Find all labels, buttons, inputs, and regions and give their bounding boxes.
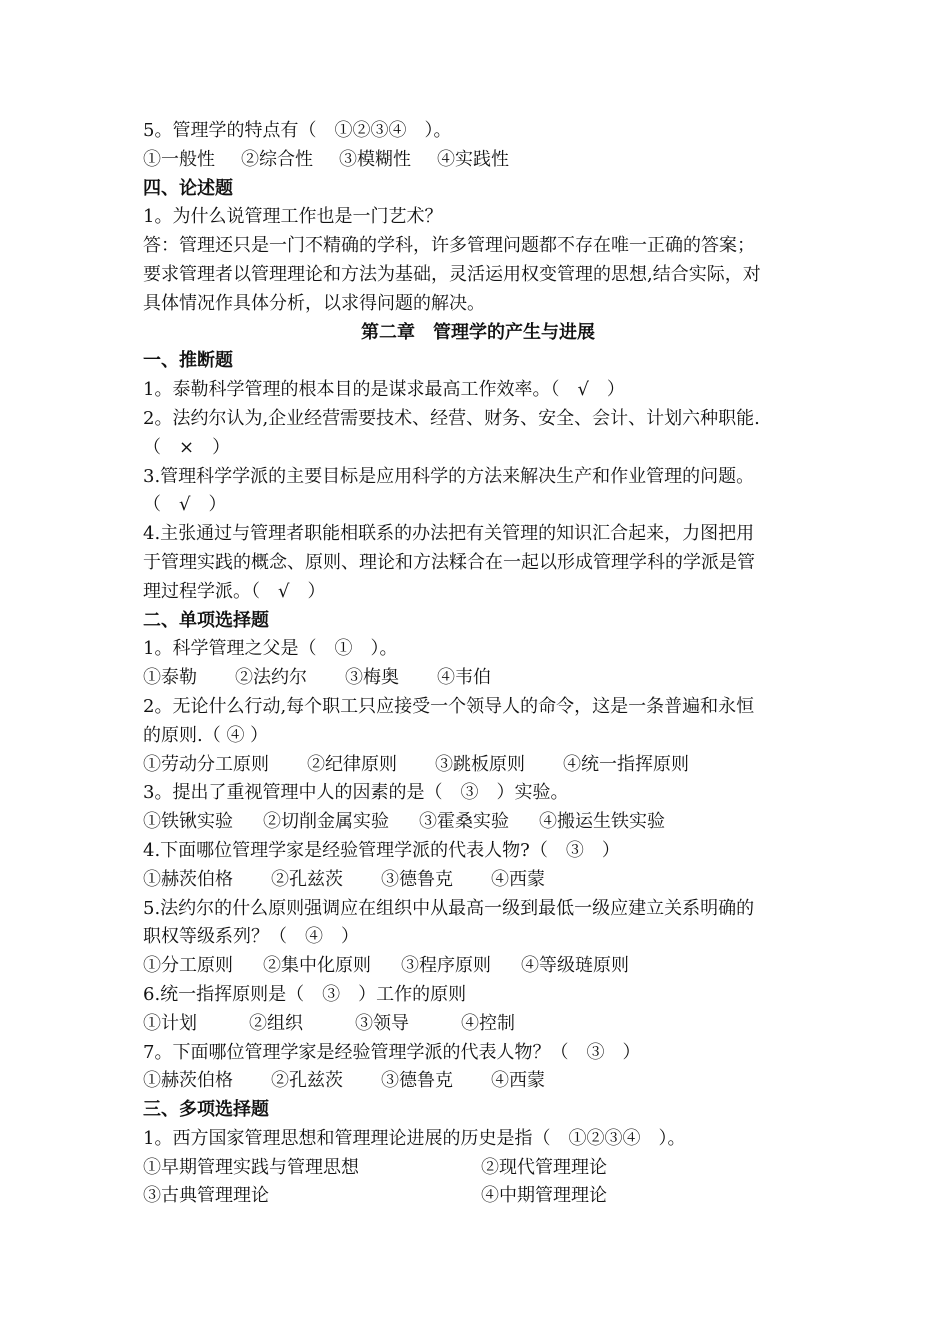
judge-question-2-answer: （ × ） [143, 436, 231, 458]
judge-question-2: 2。法约尔认为,企业经营需要技术、经营、财务、安全、会计、计划六种职能. [143, 407, 760, 429]
single-question-1-options [143, 664, 813, 693]
option: ①铁锹实验 [143, 811, 233, 833]
option: ④西蒙 [491, 1070, 545, 1092]
single-question-6-options [143, 1010, 813, 1039]
option: ②孔兹茨 [271, 1070, 343, 1092]
single-question-4: 4.下面哪位管理学家是经验管理学派的代表人物?（ ③ ） [143, 839, 620, 861]
judge-question-1: 1。泰勒科学管理的根本目的是谋求最高工作效率。（ √ ） [143, 379, 625, 401]
essay-question-1: 1。为什么说管理工作也是一门艺术？ [143, 206, 443, 228]
option: ④等级琏原则 [521, 955, 629, 977]
multi-question-1: 1。西方国家管理思想和管理理论进展的历史是指（ ①②③④ ）。 [143, 1127, 686, 1149]
judge-question-4: 4.主张通过与管理者职能相联系的办法把有关管理的知识汇合起来，力图把用 [143, 523, 755, 545]
judge-question-4-cont: 于管理实践的概念、原则、理论和方法糅合在一起以形成管理学科的学派是管 [143, 551, 755, 573]
section-heading-judge: 一、推断题 [143, 350, 233, 372]
option: ③梅奥 [345, 667, 399, 689]
judge-question-4-cont: 理过程学派。（ √ ） [143, 580, 326, 602]
option: ②切削金属实验 [263, 811, 389, 833]
judge-question-3: 3.管理科学学派的主要目标是应用科学的方法来解决生产和作业管理的问题。 [143, 465, 755, 487]
single-question-5-cont: 职权等级系列？（ ④ ） [143, 926, 359, 948]
option: ①赫茨伯格 [143, 1070, 233, 1092]
question-5: 5。管理学的特点有（ ①②③④ ）。 [143, 120, 452, 141]
essay-answer-line: 要求管理者以管理理论和方法为基础，灵活运用权变管理的思想,结合实际，对 [143, 263, 761, 285]
single-question-7-options [143, 1067, 813, 1096]
option: ③德鲁克 [381, 868, 453, 890]
single-question-1: 1。科学管理之父是（ ① ）。 [143, 638, 398, 660]
option: ②纪律原则 [307, 753, 397, 775]
option: ②集中化原则 [263, 955, 371, 977]
option: ②综合性 [241, 148, 313, 170]
option: ③跳板原则 [435, 753, 525, 775]
chapter-title: 第二章 管理学的产生与进展 [361, 321, 595, 343]
option: ②现代管理理论 [481, 1156, 607, 1178]
option: ①赫茨伯格 [143, 868, 233, 890]
single-question-2: 2。无论什么行动,每个职工只应接受一个领导人的命令，这是一条普遍和永恒 [143, 695, 755, 717]
question-5-options [143, 146, 813, 175]
option: ①计划 [143, 1012, 197, 1034]
option: ④中期管理理论 [481, 1185, 607, 1207]
single-question-4-options [143, 866, 813, 895]
single-question-6: 6.统一指挥原则是（ ③ ）工作的原则 [143, 983, 467, 1005]
single-question-5: 5.法约尔的什么原则强调应在组织中从最高一级到最低一级应建立关系明确的 [143, 897, 755, 919]
essay-answer-line: 具体情况作具体分析，以求得问题的解决。 [143, 292, 485, 314]
single-question-3: 3。提出了重视管理中人的因素的是（ ③ ）实验。 [143, 782, 569, 804]
option: ③模糊性 [339, 148, 411, 170]
option: ③程序原则 [401, 955, 491, 977]
multi-question-1-options-row [143, 1154, 813, 1183]
option: ①劳动分工原则 [143, 753, 269, 775]
multi-question-1-options-row [143, 1182, 813, 1211]
option: ④西蒙 [491, 868, 545, 890]
section-heading-multi-choice: 三、多项选择题 [143, 1099, 269, 1121]
option: ④控制 [461, 1012, 515, 1034]
section-heading-essay: 四、论述题 [143, 177, 233, 199]
option: ②孔兹茨 [271, 868, 343, 890]
option: ③霍桑实验 [419, 811, 509, 833]
option: ②组织 [249, 1012, 303, 1034]
single-question-3-options [143, 808, 813, 837]
option: ④韦伯 [437, 667, 491, 689]
option: ④统一指挥原则 [563, 753, 689, 775]
option: ②法约尔 [235, 667, 307, 689]
option: ④搬运生铁实验 [539, 811, 665, 833]
essay-answer-line: 答：管理还只是一门不精确的学科，许多管理问题都不存在唯一正确的答案； [143, 235, 755, 257]
section-heading-single-choice: 二、单项选择题 [143, 609, 269, 631]
single-question-2-cont: 的原则.（ ④ ） [143, 724, 269, 746]
option: ③古典管理理论 [143, 1185, 269, 1207]
option: ③领导 [355, 1012, 409, 1034]
option: ①早期管理实践与管理思想 [143, 1156, 359, 1178]
document-content [143, 117, 813, 1211]
option: ①分工原则 [143, 955, 233, 977]
option: ③德鲁克 [381, 1070, 453, 1092]
option: ①一般性 [143, 148, 215, 170]
single-question-5-options [143, 952, 813, 981]
judge-question-3-answer: （ √ ） [143, 494, 227, 516]
single-question-7: 7。下面哪位管理学家是经验管理学派的代表人物？（ ③ ） [143, 1041, 641, 1063]
option: ①泰勒 [143, 667, 197, 689]
single-question-2-options [143, 751, 813, 780]
option: ④实践性 [437, 148, 509, 170]
